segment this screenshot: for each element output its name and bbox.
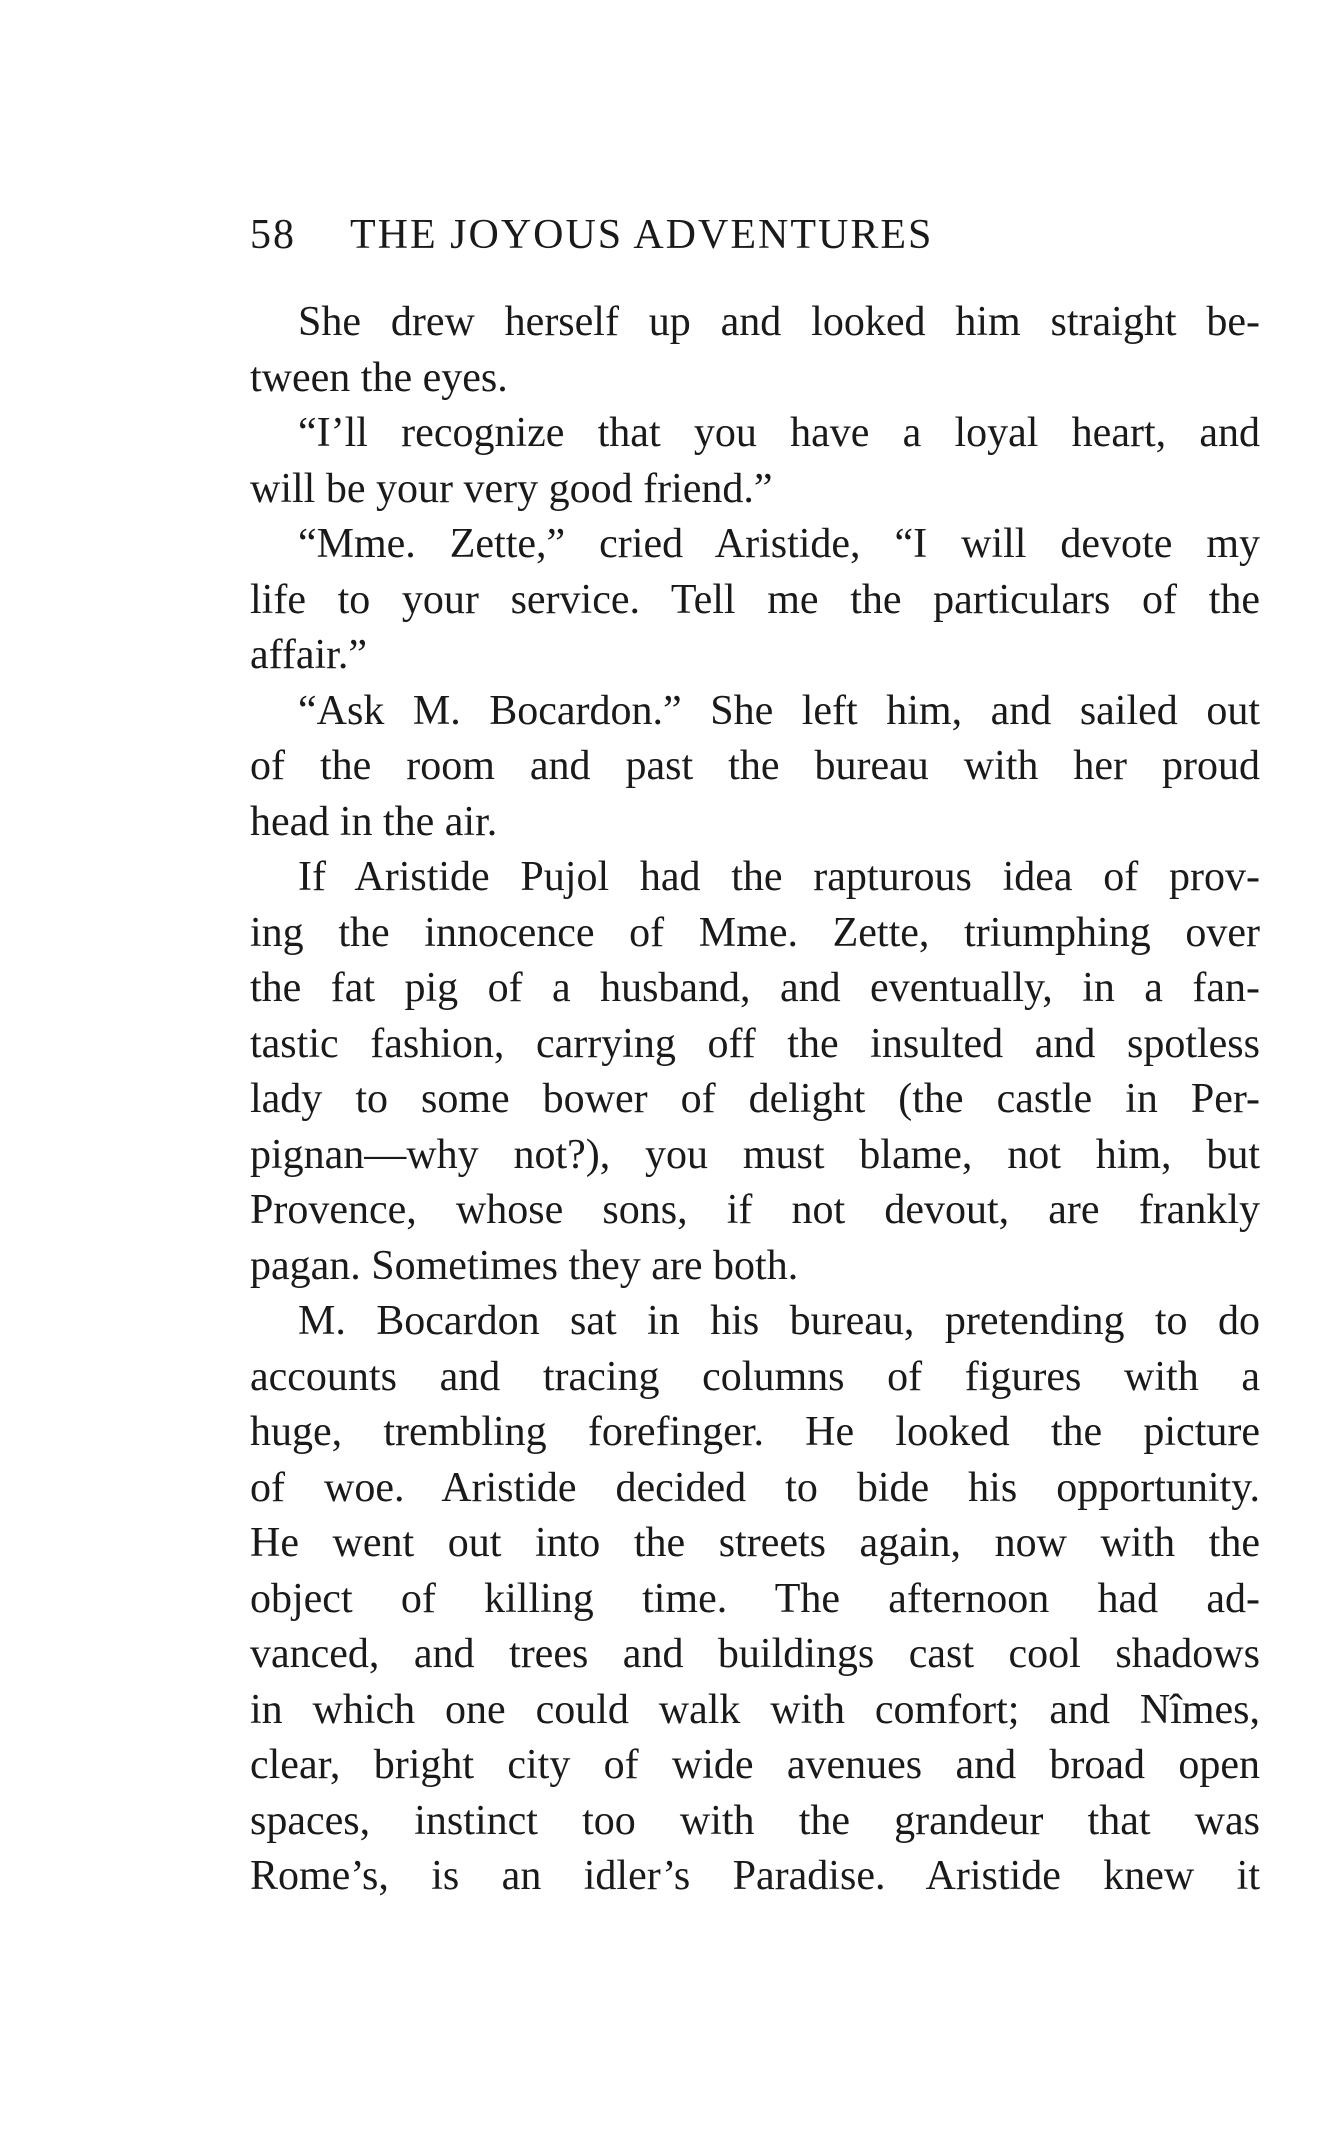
text-line: spaces, instinct too with the grandeur that was — [250, 1797, 1260, 1844]
text-line: If Aristide Pujol had the rapturous idea of prov- — [298, 854, 1260, 900]
text-line: life to your service. Tell me the particulars of the — [250, 576, 1260, 623]
text-line: ing the innocence of Mme. Zette, triumphing over — [250, 909, 1260, 956]
text-line: pignan—why not?), you must blame, not him, but — [250, 1131, 1260, 1178]
text-line: She drew herself up and looked him straight be- — [298, 299, 1260, 345]
text-line: object of killing time. The afternoon had ad- — [250, 1575, 1260, 1622]
text-line: in which one could walk with comfort; and Nîmes, — [250, 1686, 1260, 1733]
text-line: the fat pig of a husband, and eventually, in a fan- — [250, 965, 1260, 1011]
text-line: Provence, whose sons, if not devout, are frankly — [250, 1187, 1260, 1233]
text-line: pagan. Sometimes they are both. — [250, 1242, 799, 1289]
text-line: “Mme. Zette,” cried Aristide, “I will devote my — [298, 521, 1260, 567]
text-line: accounts and tracing columns of figures with a — [250, 1353, 1260, 1400]
page-number: 58 — [250, 212, 296, 258]
text-line: M. Bocardon sat in his bureau, pretending to do — [298, 1298, 1260, 1344]
text-line: “I’ll recognize that you have a loyal heart, and — [298, 410, 1260, 456]
text-line: “Ask M. Bocardon.” She left him, and sailed out — [298, 687, 1260, 734]
body-text — [250, 295, 1260, 1905]
text-line: will be your very good friend.” — [250, 465, 773, 512]
text-line: tastic fashion, carrying off the insulted and spotless — [250, 1020, 1260, 1067]
running-head — [250, 205, 1260, 265]
text-line: tween the eyes. — [250, 354, 508, 401]
text-line: affair.” — [250, 632, 367, 678]
text-line: lady to some bower of delight (the castle in Per- — [250, 1076, 1260, 1122]
text-line: of woe. Aristide decided to bide his opportunity. — [250, 1464, 1260, 1511]
text-line: Rome’s, is an idler’s Paradise. Aristide knew it — [250, 1853, 1260, 1899]
text-line: vanced, and trees and buildings cast cool shadows — [250, 1631, 1260, 1677]
text-line: head in the air. — [250, 798, 498, 845]
text-line: of the room and past the bureau with her proud — [250, 743, 1260, 789]
book-title: THE JOYOUS ADVENTURES — [350, 212, 934, 258]
text-line: He went out into the streets again, now with the — [250, 1520, 1260, 1566]
text-line: clear, bright city of wide avenues and broad open — [250, 1742, 1260, 1788]
text-line: huge, trembling forefinger. He looked the picture — [250, 1409, 1260, 1455]
